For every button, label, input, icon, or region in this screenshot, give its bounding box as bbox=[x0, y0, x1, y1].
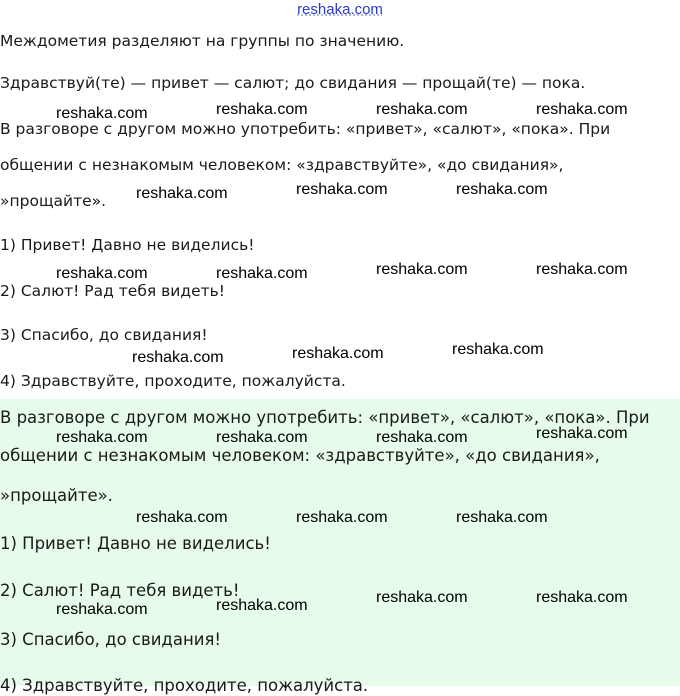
watermark: reshaka.com bbox=[452, 341, 544, 358]
watermark: reshaka.com bbox=[216, 265, 308, 282]
task-line-5: »прощайте». bbox=[0, 192, 107, 210]
watermark: reshaka.com bbox=[456, 509, 548, 526]
answer-item-1: 1) Привет! Давно не виделись! bbox=[0, 534, 271, 553]
watermark: reshaka.com bbox=[296, 509, 388, 526]
watermark: reshaka.com bbox=[136, 185, 228, 202]
task-line-1: Междометия разделяют на группы по значению. bbox=[0, 32, 405, 50]
answer-line-2: общении с незнакомым человеком: «здравствуйте», «до свидания», bbox=[0, 446, 600, 465]
watermark: reshaka.com bbox=[216, 597, 308, 614]
watermark: reshaka.com bbox=[56, 105, 148, 122]
watermark: reshaka.com bbox=[216, 429, 308, 446]
watermark: reshaka.com bbox=[536, 101, 628, 118]
watermark: reshaka.com bbox=[536, 425, 628, 442]
watermark: reshaka.com bbox=[216, 101, 308, 118]
task-item-2: 2) Салют! Рад тебя видеть! bbox=[0, 282, 225, 300]
watermark: reshaka.com bbox=[136, 509, 228, 526]
answer-item-3: 3) Спасибо, до свидания! bbox=[0, 630, 221, 649]
watermark: reshaka.com bbox=[376, 589, 468, 606]
watermark: reshaka.com bbox=[56, 265, 148, 282]
answer-line-3: »прощайте». bbox=[0, 486, 113, 505]
watermark: reshaka.com bbox=[536, 589, 628, 606]
answer-line-1: В разговоре с другом можно употребить: «привет», «салют», «пока». При bbox=[0, 408, 650, 427]
task-item-4: 4) Здравствуйте, проходите, пожалуйста. bbox=[0, 372, 346, 390]
task-line-4: общении с незнакомым человеком: «здравствуйте», «до свидания», bbox=[0, 156, 564, 174]
watermark: reshaka.com bbox=[536, 261, 628, 278]
watermark: reshaka.com bbox=[56, 601, 148, 618]
answer-item-2: 2) Салют! Рад тебя видеть! bbox=[0, 581, 240, 600]
task-item-3: 3) Спасибо, до свидания! bbox=[0, 326, 208, 344]
watermark: reshaka.com bbox=[376, 429, 468, 446]
watermark: reshaka.com bbox=[56, 429, 148, 446]
answer-item-4: 4) Здравствуйте, проходите, пожалуйста. bbox=[0, 676, 369, 695]
task-line-3: В разговоре с другом можно употребить: «привет», «салют», «пока». При bbox=[0, 120, 611, 138]
task-line-2: Здравствуй(те) — привет — салют; до свидания — прощай(те) — пока. bbox=[0, 74, 586, 92]
watermark: reshaka.com bbox=[376, 101, 468, 118]
watermark: reshaka.com bbox=[132, 349, 224, 366]
site-link[interactable]: reshaka.com bbox=[297, 1, 383, 18]
watermark: reshaka.com bbox=[456, 181, 548, 198]
watermark: reshaka.com bbox=[296, 181, 388, 198]
task-item-1: 1) Привет! Давно не виделись! bbox=[0, 236, 255, 254]
watermark: reshaka.com bbox=[292, 345, 384, 362]
watermark: reshaka.com bbox=[376, 261, 468, 278]
